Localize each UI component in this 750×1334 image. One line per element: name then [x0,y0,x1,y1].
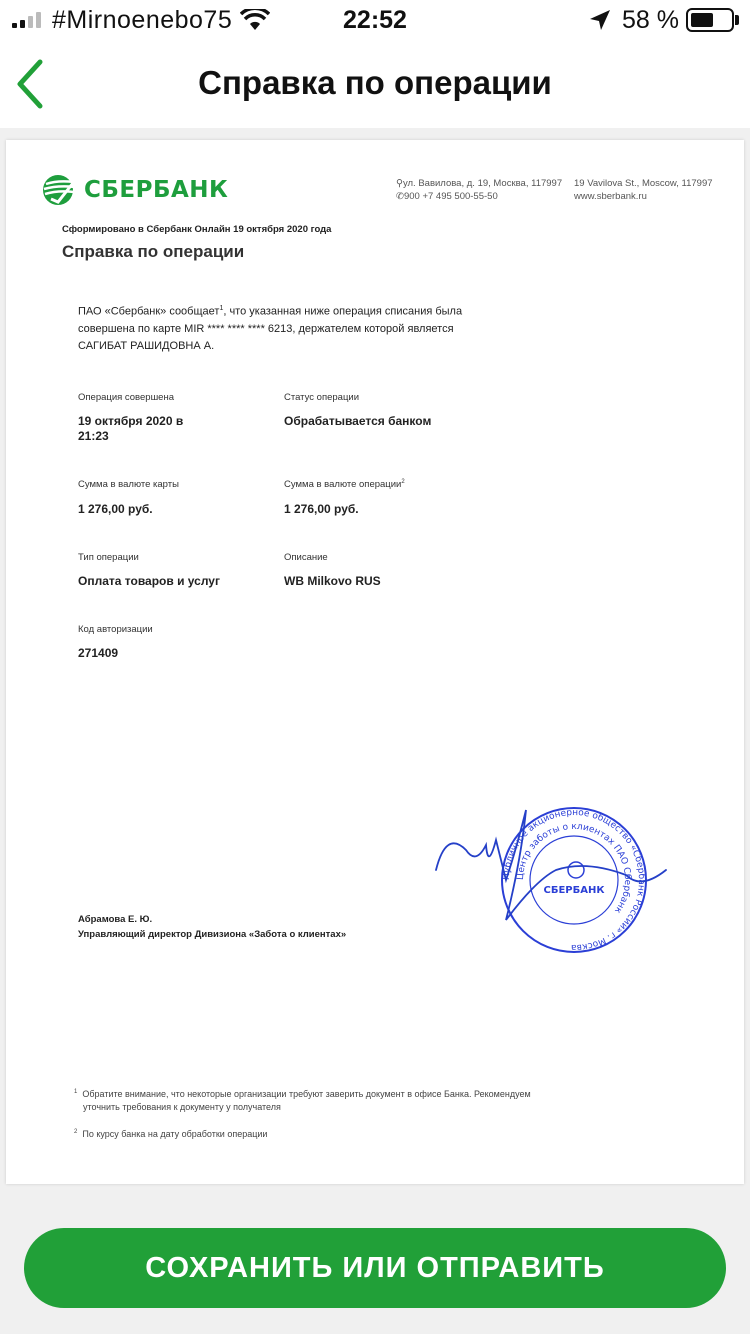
operation-sum-label [284,479,405,490]
location-pin-icon: ⚲ [396,178,403,189]
description-label: Описание [284,552,328,563]
address-ru-line2: 900 +7 495 500-55-50 [403,191,498,202]
logo-text: СБЕРБАНК [84,177,229,203]
save-or-send-button[interactable]: СОХРАНИТЬ ИЛИ ОТПРАВИТЬ [24,1228,726,1308]
page-title: Справка по операции [198,64,552,101]
footnote-2-text: По курсу банка на дату обработки операции [82,1129,268,1139]
operation-type-value: Оплата товаров и услуг [78,574,220,588]
auth-code-value: 271409 [78,646,119,660]
operation-date-value: 19 октября 2020 в 21:23 [78,414,184,443]
status-label: Статус операции [284,392,360,403]
battery-percent: 58 % [622,6,679,34]
location-arrow-icon [589,9,611,31]
intro-text-2: , что указанная ниже операция списания была совершена по карте MIR **** **** **** 6213, держателем которой является САГИБАТ РАШИДОВНА А. [78,305,463,352]
stamp-outer-text: Публичное акционерное общество «Сбербанк России» г. Москва [501,807,647,953]
document-preview[interactable] [6,140,744,1184]
website: www.sberbank.ru [574,191,647,202]
address-ru-line1: ул. Вавилова, д. 19, Москва, 117997 [402,178,563,189]
sberbank-logo-icon [40,174,78,206]
status-value: Обрабатывается банком [284,414,432,428]
battery-tip [735,15,739,25]
operation-sum-value: 1 276,00 руб. [284,502,359,516]
card-sum-value: 1 276,00 руб. [78,502,153,516]
operation-sum-footnote-ref: 2 [401,479,405,485]
address-en-line1: 19 Vavilova St., Moscow, 117997 [574,178,713,189]
footnote-2 [74,1126,267,1141]
stamp-logo-text: СБЕРБАНК [543,885,605,896]
intro-footnote-ref: 1 [219,305,224,312]
intro-paragraph [78,300,478,355]
address-ru [396,177,562,203]
footnote-1-line2: уточнить требования к документу у получателя [83,1102,281,1112]
generated-note: Сформировано в Сбербанк Онлайн 19 октября 2020 года [62,224,332,235]
sberbank-logo [40,174,229,208]
footnote-1-line1: Обратите внимание, что некоторые организации требуют заверить документ в офисе Банка. Рекомендуем [82,1089,531,1099]
operation-type-label: Тип операции [78,552,139,563]
navigation-bar [0,40,750,128]
carrier-name: #Mirnoenebo75 [52,6,233,34]
phone-icon: ✆ [396,191,404,202]
operation-date-label: Операция совершена [78,392,174,403]
signer-role: Управляющий директор Дивизиона «Забота о клиентах» [78,929,347,940]
signer-name: Абрамова Е. Ю. [78,914,153,925]
card-sum-label: Сумма в валюте карты [78,479,179,490]
document-title: Справка по операции [62,242,245,261]
signature-stamp [426,800,706,960]
battery-icon [686,8,734,32]
description-value: WB Milkovo RUS [284,574,381,588]
operation-sum-label-text: Сумма в валюте операции [284,479,402,491]
footnote-1-number: 1 [74,1089,78,1095]
footnote-1 [74,1086,531,1114]
intro-text-1: ПАО «Сбербанк» сообщает [78,305,220,318]
battery-level-fill [691,13,713,27]
auth-code-label: Код авторизации [78,624,153,635]
footnote-2-number: 2 [74,1129,78,1135]
clock: 22:52 [343,6,407,34]
address-en [574,177,713,203]
stamp-inner-text: Центр заботы о клиентах ПАО Сбербанк [515,821,633,915]
status-bar [0,0,750,40]
